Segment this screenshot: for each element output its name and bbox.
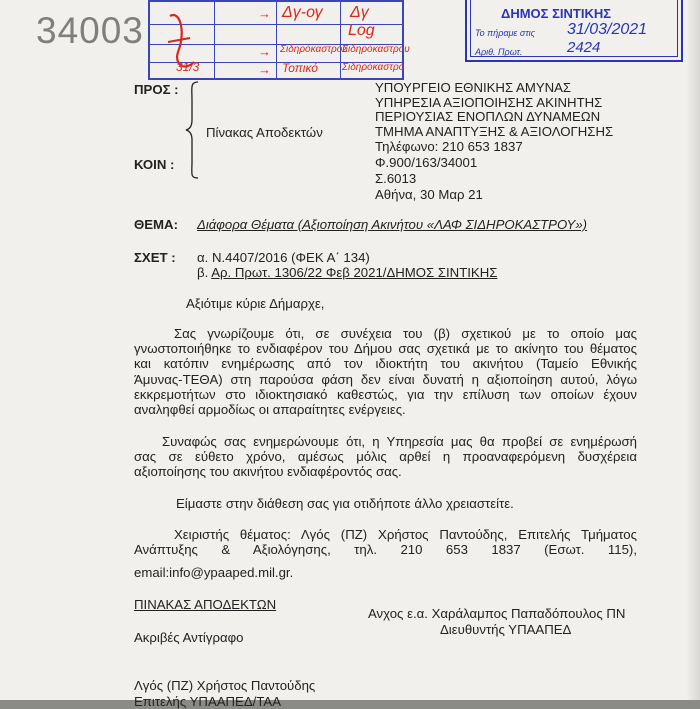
- paragraph-3: Είμαστε στην διάθεση σας για οτιδήποτε άλλο χρειαστείτε.: [176, 496, 514, 511]
- reference-a: α. Ν.4407/2016 (ΦΕΚ Α΄ 134): [197, 250, 370, 265]
- signatory-name: Ανχος ε.α. Χαράλαμπος Παπαδόπουλος ΠΝ: [368, 606, 626, 621]
- routing-stamp: [148, 0, 410, 80]
- routing-arrow-3: →: [258, 44, 271, 59]
- handler-line: Χειριστής θέματος: Λγός (ΠΖ) Χρήστος Παντούδης, Επιτελής Τμήματος: [174, 527, 637, 542]
- routing-arrow-4: →: [258, 62, 271, 77]
- page-shadow: [686, 0, 700, 700]
- sender-line-2: ΥΠΗΡΕΣΙΑ ΑΞΙΟΠΟΙΗΣΗΣ ΑΚΙΝΗΤΗΣ: [375, 95, 603, 110]
- routing-extra-3: Σιδηρόκαστρου: [342, 44, 410, 55]
- paragraph-2-line: Συναφώς σας ενημερώνουμε ότι, η Υπηρεσία μας θα προβεί σε ενημέρωσή: [162, 434, 637, 449]
- signatory-title: Διευθυντής ΥΠΑΑΠΕΔ: [440, 622, 572, 637]
- handler-email: email:info@ypaaped.mil.gr.: [134, 565, 294, 580]
- certified-copy-label: Ακριβές Αντίγραφο: [134, 630, 244, 645]
- paragraph-2-line: σας σε εύθετο χρόνο, αμέσως μόλις αρθεί η προαναφερόμενη δυσχέρεια: [134, 449, 637, 465]
- registration-stamp-title: ΔΗΜΟΣ ΣΙΝΤΙΚΗΣ: [501, 6, 612, 21]
- paragraph-1-line: και κατόπιν ενημέρωσης από τον ιδιοκτήτη του ακινήτου (Ταμείο Εθνικής: [134, 356, 637, 372]
- serial-number: Σ.6013: [375, 171, 417, 186]
- to-label: ΠΡΟΣ :: [134, 82, 179, 97]
- paragraph-1-line: Σας γνωρίζουμε ότι, σε συνέχεια του (β) σχετικού με το οποίο μας: [174, 326, 637, 341]
- sender-line-4: ΤΜΗΜΑ ΑΝΑΠΤΥΞΗΣ & ΑΞΙΟΛΟΓΗΣΗΣ: [375, 124, 614, 139]
- place-date: Αθήνα, 30 Μαρ 21: [375, 187, 483, 202]
- routing-arrow-1: →: [258, 6, 271, 21]
- sender-line-1: ΥΠΟΥΡΓΕΙΟ ΕΘΝΙΚΗΣ ΑΜΥΝΑΣ: [375, 80, 572, 95]
- routing-entry-3: Σιδηρόκαστρου: [280, 44, 348, 55]
- paragraph-1-line: αναληφθεί αρμοδίως οι απαραίτητες ενέργειες.: [134, 401, 406, 417]
- recipients-table-ref: Πίνακας Αποδεκτών: [206, 125, 323, 140]
- received-label: Το πήραμε στις: [475, 28, 536, 38]
- protocol-number: 2424: [567, 39, 601, 56]
- salutation: Αξιότιμε κύριε Δήμαρχε,: [186, 296, 325, 311]
- cc-label: ΚΟΙΝ :: [134, 157, 175, 172]
- recipients-heading: ΠΙΝΑΚΑΣ ΑΠΟΔΕΚΤΩΝ: [134, 597, 277, 612]
- references-label: ΣΧΕΤ :: [134, 250, 176, 265]
- recipients-brace: [184, 80, 204, 180]
- routing-entry-1: Δγ-ογ: [282, 4, 323, 21]
- sender-line-3: ΠΕΡΙΟΥΣΙΑΣ ΕΝΟΠΛΩΝ ΔΥΝΑΜΕΩΝ: [375, 109, 601, 124]
- reference-b-text: Αρ. Πρωτ. 1306/22 Φεβ 2021/ΔΗΜΟΣ ΣΙΝΤΙΚΗΣ: [211, 265, 498, 280]
- file-reference: Φ.900/163/34001: [375, 155, 478, 170]
- paragraph-1: [134, 326, 637, 417]
- received-date: 31/03/2021: [567, 21, 648, 38]
- subject-text: Διάφορα Θέματα (Αξιοποίηση Ακινήτου «ΛΑΦ ΣΙΔΗΡΟΚΑΣΤΡΟΥ»): [197, 217, 588, 232]
- subject-label: ΘΕΜΑ:: [134, 217, 178, 232]
- paragraph-1-line: Άμυνας-ΤΕΘΑ) στη παρούσα φάση δεν είναι δυνατή η αξιοποίηση αυτού, λόγω: [134, 371, 637, 387]
- paragraph-1-line: γνωστοποιήθηκε το ενδιαφέρον του Δήμου σας σχετικά με το ακίνητο του θέματος: [134, 341, 637, 357]
- registration-stamp: [465, 0, 683, 62]
- routing-extra-2: Log: [348, 22, 375, 39]
- certifier-unit: Επιτελής ΥΠΑΑΠΕΔ/ΤΑΑ: [134, 694, 281, 709]
- routing-date-mark: 31/3: [176, 60, 200, 74]
- sender-phone: Τηλέφωνο: 210 653 1837: [375, 139, 523, 154]
- routing-entry-4: Τοπικό: [282, 61, 318, 75]
- handler-info: [134, 527, 637, 557]
- reference-b-prefix: β.: [197, 265, 212, 280]
- certifier-name: Λγός (ΠΖ) Χρήστος Παντούδης: [134, 678, 316, 693]
- paragraph-2-line: αξιοποίησης του ακινήτου ενδιαφέροντός σας.: [134, 464, 402, 480]
- routing-extra-1: Δγ: [350, 4, 369, 21]
- routing-extra-4: Σιδηρόκαστρο: [342, 62, 405, 73]
- paragraph-1-line: εκκρεμοτήτων στο ιδιοκτησιακό καθεστώς, για την επίλυση των οποίων έχουν: [134, 386, 637, 402]
- paragraph-2: [134, 434, 637, 480]
- handler-line: Ανάπτυξης & Αξιολόγησης, τηλ. 210 653 1837 (Εσωτ. 115),: [134, 542, 637, 558]
- document-number: 34003: [36, 10, 144, 51]
- protocol-label: Αριθ. Πρωτ.: [475, 47, 523, 57]
- reference-b: [197, 265, 497, 280]
